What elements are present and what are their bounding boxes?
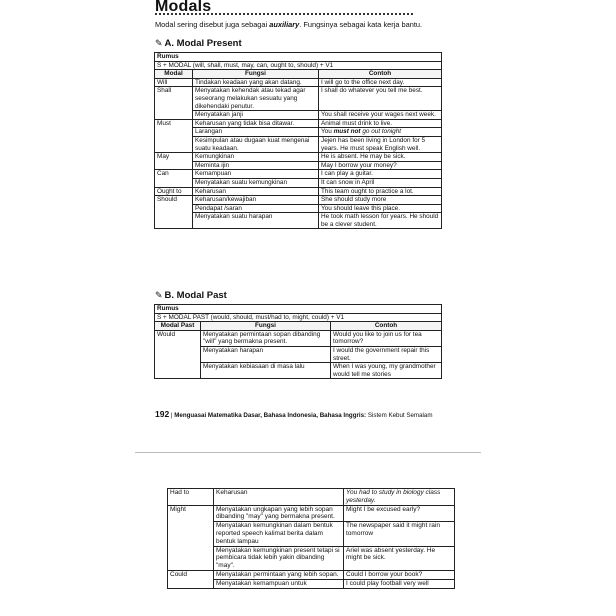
fungsi-cell: Keharusan bbox=[214, 489, 344, 506]
rumus-formula: S + MODAL (will, shall, must, may, can, ought to, should) + V1 bbox=[155, 61, 442, 70]
modal-cell bbox=[155, 111, 193, 120]
table-row bbox=[155, 330, 442, 346]
table-row bbox=[155, 213, 442, 229]
page-gap bbox=[0, 432, 616, 454]
contoh-cell: You should leave this place. bbox=[319, 204, 442, 213]
rumus-label: Rumus bbox=[155, 53, 442, 62]
contoh-cell: I can play a guitar. bbox=[319, 170, 442, 179]
modal-cell bbox=[155, 346, 201, 362]
fungsi-cell: Menyatakan kemungkinan dalam bentuk reported speech kalimat berita dalam bentuk lampau bbox=[214, 522, 344, 546]
modal-cell: Should bbox=[155, 196, 193, 205]
contoh-cell: You shall receive your wages next week. bbox=[319, 111, 442, 120]
rumus-label: Rumus bbox=[155, 305, 442, 314]
table-row bbox=[168, 579, 455, 588]
table-row bbox=[168, 570, 455, 579]
footer-book-title: Menguasai Matematika Dasar, Bahasa Indonesia, Bahasa Inggris: bbox=[174, 412, 367, 419]
page-footer: 192 | Menguasai Matematika Dasar, Bahasa Indonesia, Bahasa Inggris: Sistem Kebut Semalam bbox=[155, 409, 433, 419]
section-a-title: A. Modal Present bbox=[164, 38, 242, 49]
fungsi-cell: Keharusan yang tidak bisa ditawar. bbox=[193, 119, 319, 128]
page-2-top-rule bbox=[135, 452, 481, 453]
modal-cell: Could bbox=[168, 570, 214, 579]
contoh-cell: He is absent. He may be sick. bbox=[319, 153, 442, 162]
fungsi-cell: Menyatakan permintaan yang lebih sopan. bbox=[214, 570, 344, 579]
fungsi-cell: Menyatakan kemungkinan present tetapi si pembicara tidak lebih yakin dibanding "may". bbox=[214, 546, 344, 570]
fungsi-cell: Menyatakan ungkapan yang lebih sopan dibanding "may" yang bermakna present. bbox=[214, 505, 344, 522]
modal-cell: Shall bbox=[155, 87, 193, 111]
contoh-cell: This team ought to practice a lot. bbox=[319, 187, 442, 196]
fungsi-cell: Menyatakan kemampuan untuk bbox=[214, 579, 344, 588]
contoh-cell: I would the government repair this street. bbox=[331, 346, 442, 362]
table-row bbox=[155, 111, 442, 120]
table-row bbox=[155, 161, 442, 170]
table-row bbox=[168, 489, 455, 506]
fungsi-cell: Menyatakan janji bbox=[193, 111, 319, 120]
modal-cell bbox=[155, 363, 201, 379]
fungsi-cell: Keharusan bbox=[193, 187, 319, 196]
table-row bbox=[168, 546, 455, 570]
table-row bbox=[155, 78, 442, 87]
table-row bbox=[155, 128, 442, 137]
fungsi-cell: Tindakan keadaan yang akan datang. bbox=[193, 78, 319, 87]
contoh-cell: Jejen has been living in London for 5 years. He must speak English well. bbox=[319, 136, 442, 152]
fungsi-cell: Pendapat /saran bbox=[193, 204, 319, 213]
contoh-text: study in biology class yesterday. bbox=[346, 489, 441, 504]
modal-cell bbox=[155, 136, 193, 152]
modal-cell bbox=[168, 546, 214, 570]
section-a-heading bbox=[155, 38, 242, 49]
table-row bbox=[168, 505, 455, 522]
page-title: Modals bbox=[155, 0, 212, 15]
fungsi-cell: Menyatakan harapan bbox=[201, 346, 331, 362]
table-row bbox=[155, 363, 442, 379]
fungsi-cell: Menyatakan kehendak atau tekad agar seseorang melakukan sesuatu yang dikehendaki penutur. bbox=[193, 87, 319, 111]
contoh-cell: I will go to the office next day. bbox=[319, 78, 442, 87]
contoh-cell: I could play football very well bbox=[344, 579, 455, 588]
header-fungsi: Fungsi bbox=[193, 70, 319, 79]
contoh-cell: The newspaper said it might rain tomorrow bbox=[344, 522, 455, 546]
contoh-cell: Could I borrow your book? bbox=[344, 570, 455, 579]
modal-present-table bbox=[154, 52, 442, 229]
table-row bbox=[155, 87, 442, 111]
modal-cell bbox=[168, 522, 214, 546]
contoh-emphasis: You had to bbox=[346, 489, 378, 496]
contoh-text: go out tonight bbox=[360, 128, 402, 136]
fungsi-cell: Menyatakan kebiasaan di masa lalu bbox=[201, 363, 331, 379]
intro-text: Modal sering disebut juga sebagai bbox=[155, 20, 270, 29]
pencil-icon: ✎ bbox=[155, 290, 163, 300]
modal-cell bbox=[155, 128, 193, 137]
table-row bbox=[155, 187, 442, 196]
contoh-cell: I shall do whatever you tell me best. bbox=[319, 87, 442, 111]
intro-text-end: . Fungsinya sebagai kata kerja bantu. bbox=[299, 20, 423, 29]
contoh-text: You bbox=[321, 128, 334, 136]
table-row bbox=[168, 522, 455, 546]
contoh-cell: She should study more bbox=[319, 196, 442, 205]
modal-cell: Would bbox=[155, 330, 201, 346]
table-row bbox=[155, 170, 442, 179]
modal-cell bbox=[155, 178, 193, 187]
modal-past-table-continued bbox=[167, 488, 455, 589]
fungsi-cell: Menyatakan suatu harapan bbox=[193, 213, 319, 229]
modal-cell: Had to bbox=[168, 489, 214, 506]
fungsi-cell: Meminta ijin bbox=[193, 161, 319, 170]
contoh-cell: Might I be excused early? bbox=[344, 505, 455, 522]
rumus-formula: S + MODAL PAST (would, should, must/had to, might, could) + V1 bbox=[155, 313, 442, 322]
modal-cell: Might bbox=[168, 505, 214, 522]
fungsi-cell: Menyatakan suatu kemungkinan bbox=[193, 178, 319, 187]
contoh-cell bbox=[344, 489, 455, 506]
contoh-cell: It can snow in April bbox=[319, 178, 442, 187]
header-contoh: Contoh bbox=[331, 322, 442, 331]
header-modal: Modal bbox=[155, 70, 193, 79]
table-row bbox=[155, 204, 442, 213]
modal-past-table bbox=[154, 304, 442, 379]
contoh-emphasis: must not bbox=[333, 128, 361, 136]
modal-cell: May bbox=[155, 153, 193, 162]
fungsi-cell: Kesimpulan atau dugaan kuat mengenai suatu keadaan. bbox=[193, 136, 319, 152]
fungsi-cell: Kemampuan bbox=[193, 170, 319, 179]
intro-bold-term: auxiliary bbox=[269, 20, 300, 29]
pencil-icon: ✎ bbox=[155, 38, 163, 48]
fungsi-cell: Keharusan/kewajiban bbox=[193, 196, 319, 205]
table-row bbox=[155, 196, 442, 205]
footer-subtitle: Sistem Kebut Semalam bbox=[366, 412, 433, 419]
page-number: 192 bbox=[155, 409, 170, 419]
contoh-cell: Would you like to join us for tea tomorrow? bbox=[331, 330, 442, 346]
table-row bbox=[155, 136, 442, 152]
modal-cell bbox=[155, 161, 193, 170]
modal-cell: Ought to bbox=[155, 187, 193, 196]
modal-cell: Must bbox=[155, 119, 193, 128]
table-row bbox=[155, 346, 442, 362]
contoh-cell: He took math lesson for years. He should be a clever student. bbox=[319, 213, 442, 229]
modal-cell bbox=[168, 579, 214, 588]
header-modal-past: Modal Past bbox=[155, 322, 201, 331]
intro-paragraph bbox=[155, 20, 422, 29]
contoh-cell: Animal must drink to live. bbox=[319, 119, 442, 128]
table-row bbox=[155, 119, 442, 128]
contoh-cell bbox=[319, 128, 442, 137]
section-b-heading bbox=[155, 290, 227, 301]
fungsi-cell: Kemungkinan bbox=[193, 153, 319, 162]
modal-cell: Will bbox=[155, 78, 193, 87]
contoh-cell: When I was young, my grandmother would tell me stories bbox=[331, 363, 442, 379]
modal-cell: Can bbox=[155, 170, 193, 179]
table-row bbox=[155, 153, 442, 162]
modal-cell bbox=[155, 213, 193, 229]
contoh-cell: Ariel was absent yesterday. He might be sick. bbox=[344, 546, 455, 570]
header-contoh: Contoh bbox=[319, 70, 442, 79]
title-dotted-underline bbox=[155, 13, 413, 15]
section-b-title: B. Modal Past bbox=[164, 290, 227, 301]
fungsi-cell: Menyatakan permintaan sopan dibanding "will" yang bermakna present. bbox=[201, 330, 331, 346]
contoh-cell: May I borrow your money? bbox=[319, 161, 442, 170]
header-fungsi: Fungsi bbox=[201, 322, 331, 331]
table-row bbox=[155, 178, 442, 187]
fungsi-cell: Larangan bbox=[193, 128, 319, 137]
modal-cell bbox=[155, 204, 193, 213]
